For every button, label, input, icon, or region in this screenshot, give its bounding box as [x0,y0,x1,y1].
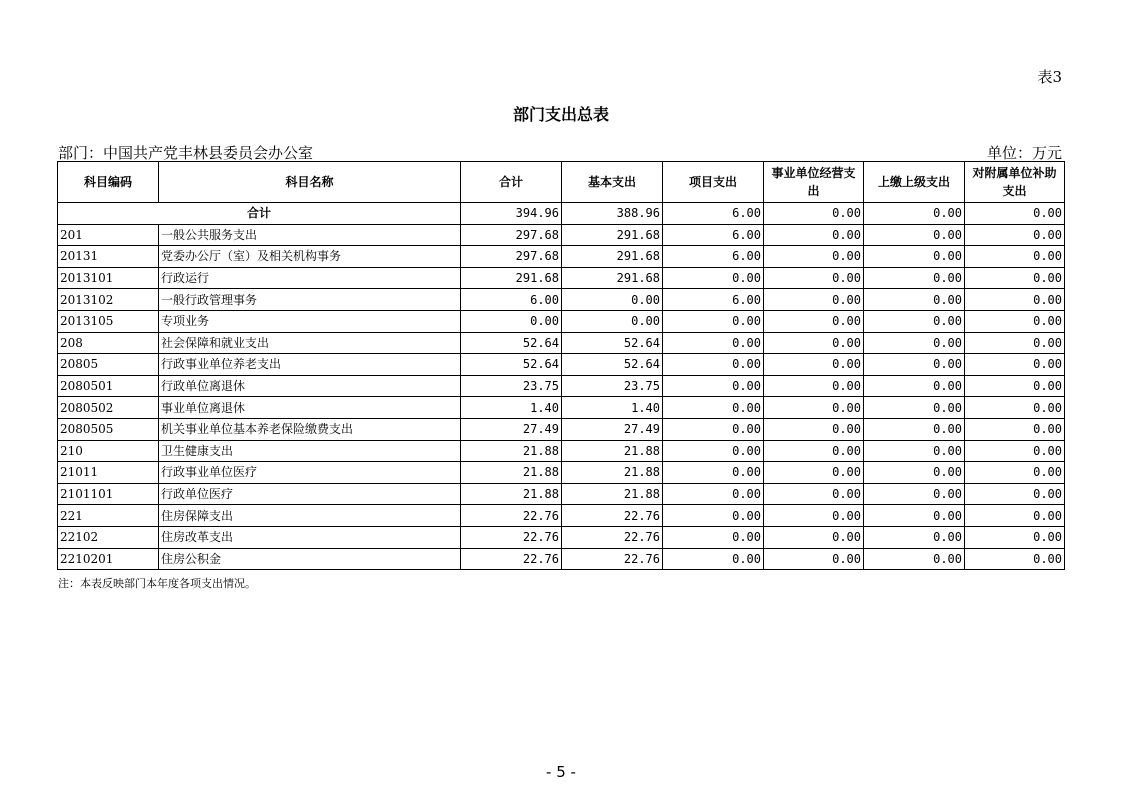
subject-code: 2013105 [58,310,159,332]
amount-cell: 0.00 [965,289,1065,311]
amount-cell: 291.68 [562,267,663,289]
page-number: - 5 - [546,763,576,781]
subject-code: 210 [58,440,159,462]
amount-cell: 0.00 [764,397,864,419]
amount-cell: 0.00 [864,310,965,332]
amount-cell: 0.00 [864,483,965,505]
subject-name: 住房保障支出 [159,505,461,527]
table-row [58,548,1065,570]
subject-code: 221 [58,505,159,527]
footnote: 注：本表反映部门本年度各项支出情况。 [58,577,256,590]
subject-code: 2013102 [58,289,159,311]
amount-cell: 0.00 [663,548,764,570]
total-value: 394.96 [461,203,562,225]
amount-cell: 0.00 [663,267,764,289]
amount-cell: 0.00 [461,310,562,332]
amount-cell: 0.00 [663,375,764,397]
subject-name: 行政运行 [159,267,461,289]
amount-cell: 0.00 [764,505,864,527]
header-remit: 上缴上级支出 [864,162,965,203]
amount-cell: 0.00 [562,310,663,332]
expenditure-table [57,161,1065,570]
amount-cell: 0.00 [965,246,1065,268]
amount-cell: 0.00 [764,246,864,268]
amount-cell: 0.00 [663,462,764,484]
amount-cell: 0.00 [764,354,864,376]
table-row [58,397,1065,419]
subject-code: 2013101 [58,267,159,289]
amount-cell: 0.00 [764,418,864,440]
table-row [58,224,1065,246]
amount-cell: 0.00 [864,462,965,484]
amount-cell: 0.00 [864,289,965,311]
table-row [58,375,1065,397]
table-number: 表3 [1037,68,1062,86]
amount-cell: 0.00 [764,462,864,484]
amount-cell: 0.00 [965,548,1065,570]
amount-cell: 23.75 [562,375,663,397]
amount-cell: 0.00 [864,440,965,462]
total-value: 0.00 [965,203,1065,225]
amount-cell: 297.68 [461,246,562,268]
amount-cell: 291.68 [461,267,562,289]
amount-cell: 0.00 [864,418,965,440]
subject-name: 行政单位离退休 [159,375,461,397]
amount-cell: 0.00 [965,267,1065,289]
subject-name: 一般公共服务支出 [159,224,461,246]
amount-cell: 0.00 [663,440,764,462]
table-header-row [58,162,1065,203]
amount-cell: 0.00 [864,224,965,246]
amount-cell: 22.76 [461,548,562,570]
table-row [58,267,1065,289]
amount-cell: 0.00 [663,505,764,527]
header-code: 科目编码 [58,162,159,203]
amount-cell: 52.64 [562,332,663,354]
subject-code: 2101101 [58,483,159,505]
subject-name: 专项业务 [159,310,461,332]
subject-name: 行政事业单位医疗 [159,462,461,484]
subject-code: 20805 [58,354,159,376]
amount-cell: 0.00 [663,397,764,419]
table-row [58,462,1065,484]
table-row [58,505,1065,527]
table-row [58,289,1065,311]
amount-cell: 21.88 [562,440,663,462]
amount-cell: 0.00 [965,418,1065,440]
subject-code: 22102 [58,526,159,548]
header-subsidy: 对附属单位补助支出 [965,162,1065,203]
table-row [58,418,1065,440]
amount-cell: 0.00 [864,397,965,419]
amount-cell: 0.00 [965,483,1065,505]
total-value: 6.00 [663,203,764,225]
subject-code: 2080501 [58,375,159,397]
subject-code: 20131 [58,246,159,268]
amount-cell: 0.00 [764,332,864,354]
header-business: 事业单位经营支出 [764,162,864,203]
header-total: 合计 [461,162,562,203]
amount-cell: 6.00 [663,289,764,311]
subject-name: 社会保障和就业支出 [159,332,461,354]
table-row [58,246,1065,268]
subject-name: 机关事业单位基本养老保险缴费支出 [159,418,461,440]
subject-code: 2210201 [58,548,159,570]
amount-cell: 27.49 [461,418,562,440]
table-row [58,332,1065,354]
table-row [58,483,1065,505]
subject-name: 卫生健康支出 [159,440,461,462]
subject-name: 一般行政管理事务 [159,289,461,311]
amount-cell: 22.76 [461,505,562,527]
amount-cell: 0.00 [965,462,1065,484]
amount-cell: 21.88 [461,483,562,505]
page-title: 部门支出总表 [512,105,609,124]
amount-cell: 21.88 [562,462,663,484]
amount-cell: 21.88 [562,483,663,505]
amount-cell: 0.00 [864,332,965,354]
amount-cell: 0.00 [764,224,864,246]
amount-cell: 23.75 [461,375,562,397]
amount-cell: 22.76 [461,526,562,548]
amount-cell: 0.00 [864,548,965,570]
amount-cell: 0.00 [764,375,864,397]
subject-name: 行政事业单位养老支出 [159,354,461,376]
subject-code: 2080505 [58,418,159,440]
table-row [58,354,1065,376]
amount-cell: 0.00 [965,440,1065,462]
amount-cell: 0.00 [764,440,864,462]
subject-code: 21011 [58,462,159,484]
unit-label: 单位：万元 [986,144,1062,162]
amount-cell: 27.49 [562,418,663,440]
amount-cell: 0.00 [965,505,1065,527]
amount-cell: 0.00 [663,310,764,332]
amount-cell: 0.00 [764,526,864,548]
amount-cell: 21.88 [461,462,562,484]
amount-cell: 0.00 [764,289,864,311]
amount-cell: 1.40 [461,397,562,419]
amount-cell: 0.00 [965,526,1065,548]
amount-cell: 1.40 [562,397,663,419]
total-value: 0.00 [764,203,864,225]
amount-cell: 297.68 [461,224,562,246]
amount-cell: 0.00 [764,548,864,570]
amount-cell: 0.00 [965,224,1065,246]
amount-cell: 0.00 [764,483,864,505]
subject-name: 住房改革支出 [159,526,461,548]
amount-cell: 0.00 [663,483,764,505]
subject-code: 208 [58,332,159,354]
header-name: 科目名称 [159,162,461,203]
amount-cell: 0.00 [965,310,1065,332]
amount-cell: 6.00 [663,246,764,268]
total-value: 0.00 [864,203,965,225]
amount-cell: 0.00 [562,289,663,311]
amount-cell: 0.00 [864,267,965,289]
amount-cell: 0.00 [864,246,965,268]
amount-cell: 6.00 [461,289,562,311]
table-row [58,310,1065,332]
amount-cell: 22.76 [562,548,663,570]
subject-code: 2080502 [58,397,159,419]
amount-cell: 0.00 [864,354,965,376]
amount-cell: 0.00 [663,332,764,354]
amount-cell: 0.00 [663,418,764,440]
total-label: 合计 [58,203,461,225]
subject-name: 党委办公厅（室）及相关机构事务 [159,246,461,268]
amount-cell: 0.00 [864,375,965,397]
department-label: 部门：中国共产党丰林县委员会办公室 [58,144,314,162]
table-row [58,440,1065,462]
total-value: 388.96 [562,203,663,225]
header-project: 项目支出 [663,162,764,203]
total-row [58,203,1065,225]
amount-cell: 0.00 [965,375,1065,397]
amount-cell: 0.00 [965,397,1065,419]
table-row [58,526,1065,548]
amount-cell: 0.00 [864,505,965,527]
amount-cell: 0.00 [764,267,864,289]
subject-name: 行政单位医疗 [159,483,461,505]
amount-cell: 0.00 [965,354,1065,376]
amount-cell: 0.00 [965,332,1065,354]
amount-cell: 0.00 [764,310,864,332]
subject-name: 事业单位离退休 [159,397,461,419]
amount-cell: 0.00 [663,526,764,548]
subject-name: 住房公积金 [159,548,461,570]
subject-code: 201 [58,224,159,246]
amount-cell: 52.64 [461,332,562,354]
amount-cell: 0.00 [663,354,764,376]
amount-cell: 21.88 [461,440,562,462]
amount-cell: 52.64 [461,354,562,376]
amount-cell: 291.68 [562,224,663,246]
amount-cell: 0.00 [864,526,965,548]
amount-cell: 291.68 [562,246,663,268]
amount-cell: 22.76 [562,505,663,527]
amount-cell: 22.76 [562,526,663,548]
amount-cell: 52.64 [562,354,663,376]
amount-cell: 6.00 [663,224,764,246]
header-basic: 基本支出 [562,162,663,203]
